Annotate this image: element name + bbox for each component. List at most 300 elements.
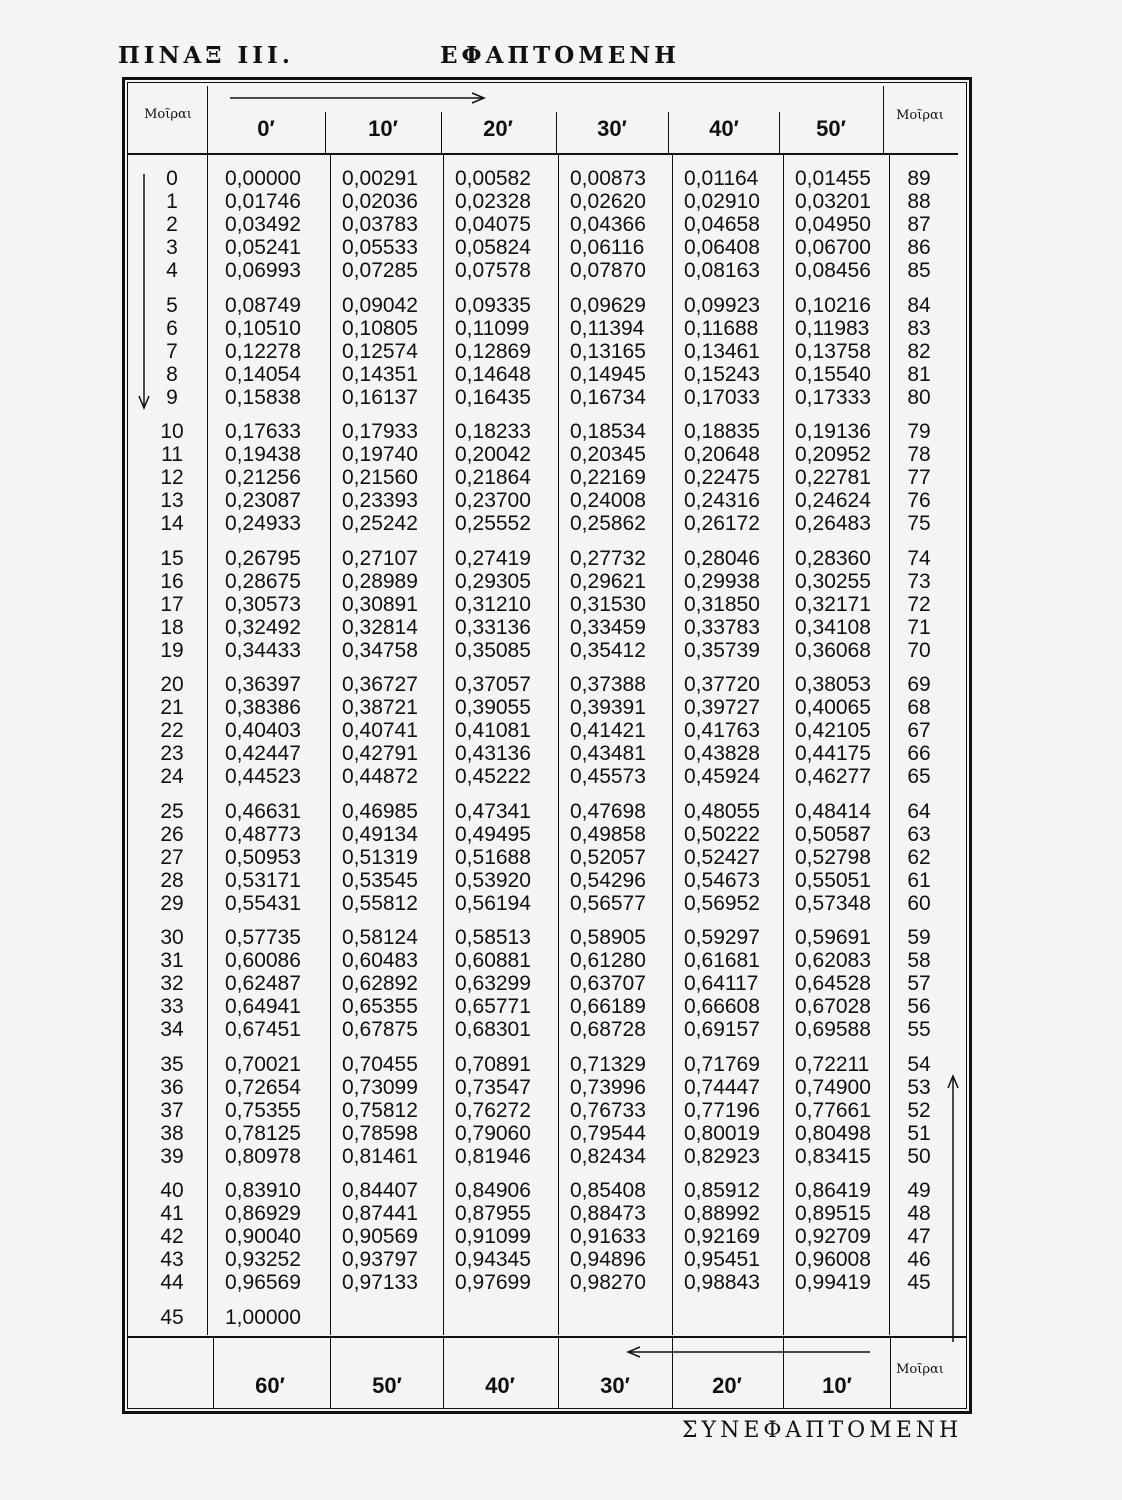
degree-cell: 41 — [160, 1202, 184, 1225]
tangent-value: 0,04366 — [570, 213, 646, 236]
tangent-value: 0,74447 — [684, 1076, 760, 1099]
degree-cell: 27 — [160, 846, 184, 869]
codegree-cell: 87 — [907, 213, 931, 236]
tangent-value: 0,56577 — [570, 892, 646, 915]
degree-cell: 13 — [160, 489, 184, 512]
tangent-value: 0,58905 — [570, 926, 646, 949]
tangent-value: 0,11688 — [684, 317, 759, 340]
codegree-cell: 47 — [907, 1225, 931, 1248]
tangent-value: 0,52057 — [570, 846, 646, 869]
table-label: ΠΙΝΑΞ III. — [118, 42, 294, 69]
arrow-up-icon — [945, 1072, 961, 1344]
tangent-value: 0,72211 — [795, 1053, 870, 1076]
tangent-value: 0,48773 — [225, 823, 301, 846]
footer-column-divider — [558, 1338, 559, 1408]
degree-cell: 35 — [160, 1053, 184, 1076]
codegree-cell: 50 — [907, 1145, 931, 1168]
tangent-value: 0,85912 — [684, 1179, 760, 1202]
tangent-value: 0,87955 — [455, 1202, 531, 1225]
tangent-value: 0,46277 — [795, 765, 871, 788]
codegree-cell: 79 — [907, 420, 931, 443]
tangent-value: 0,80498 — [795, 1122, 871, 1145]
degree-cell: 8 — [166, 363, 178, 386]
tangent-value: 0,37388 — [570, 673, 646, 696]
header-minute-5: 50′ — [816, 116, 846, 141]
degree-cell: 40 — [160, 1179, 184, 1202]
degree-cell: 38 — [160, 1122, 184, 1145]
codegree-cell: 73 — [907, 570, 931, 593]
tangent-value: 0,02910 — [684, 190, 760, 213]
degree-cell: 22 — [160, 719, 184, 742]
codegree-cell: 62 — [907, 846, 931, 869]
footer-minute-0: 60′ — [255, 1373, 285, 1398]
degree-cell: 9 — [166, 386, 178, 409]
tangent-value: 0,90040 — [225, 1225, 301, 1248]
tangent-value: 0,50953 — [225, 846, 301, 869]
tangent-value: 0,94345 — [455, 1248, 531, 1271]
tangent-value: 0,03201 — [795, 190, 871, 213]
footer-minute-2: 40′ — [485, 1373, 515, 1398]
tangent-value: 0,14351 — [342, 363, 418, 386]
tangent-value: 0,13165 — [570, 340, 646, 363]
column-divider — [672, 155, 673, 1335]
tangent-value: 0,47341 — [455, 800, 531, 823]
tangent-value: 0,54673 — [684, 869, 760, 892]
tangent-value: 0,28675 — [225, 570, 301, 593]
tangent-value: 0,07870 — [570, 259, 646, 282]
degrees-label-top-left: Μοῖραι — [144, 107, 192, 122]
tangent-value: 0,78598 — [342, 1122, 418, 1145]
tangent-value: 0,46631 — [225, 800, 301, 823]
footer-column-divider — [213, 1338, 214, 1408]
tangent-value: 0,03783 — [342, 213, 418, 236]
tangent-value: 0,95451 — [684, 1248, 760, 1271]
tangent-value: 1,00000 — [225, 1306, 301, 1329]
tangent-value: 0,67028 — [795, 995, 871, 1018]
tangent-value: 0,24316 — [684, 489, 760, 512]
degree-cell: 24 — [160, 765, 184, 788]
tangent-value: 0,84906 — [455, 1179, 531, 1202]
tangent-value: 0,48055 — [684, 800, 760, 823]
footer-minute-4: 20′ — [712, 1373, 742, 1398]
tangent-value: 0,62892 — [342, 972, 418, 995]
header-column-divider — [668, 112, 669, 153]
tangent-value: 0,19438 — [225, 443, 301, 466]
tangent-value: 0,11983 — [795, 317, 870, 340]
tangent-value: 0,22781 — [795, 466, 871, 489]
tangent-value: 0,83910 — [225, 1179, 301, 1202]
codegree-cell: 58 — [907, 949, 931, 972]
tangent-value: 0,60483 — [342, 949, 418, 972]
tangent-value: 0,55812 — [342, 892, 418, 915]
tangent-value: 0,49858 — [570, 823, 646, 846]
tangent-value: 0,64117 — [684, 972, 759, 995]
footer-column-divider — [672, 1338, 673, 1408]
codegree-cell: 56 — [907, 995, 931, 1018]
tangent-value: 0,89515 — [795, 1202, 871, 1225]
tangent-value: 0,15243 — [684, 363, 760, 386]
tangent-value: 0,72654 — [225, 1076, 301, 1099]
degrees-label-top-right: Μοῖραι — [896, 108, 944, 123]
header-column-divider — [883, 86, 884, 153]
tangent-value: 0,18835 — [684, 420, 760, 443]
tangent-value: 0,36727 — [342, 673, 418, 696]
tangent-value: 0,10510 — [225, 317, 301, 340]
tangent-value: 0,52798 — [795, 846, 871, 869]
degree-cell: 42 — [160, 1225, 184, 1248]
tangent-value: 0,14945 — [570, 363, 646, 386]
tangent-value: 0,43136 — [455, 742, 531, 765]
tangent-value: 0,02036 — [342, 190, 418, 213]
column-divider — [330, 155, 331, 1335]
tangent-value: 0,96569 — [225, 1271, 301, 1294]
tangent-value: 0,81461 — [342, 1145, 418, 1168]
tangent-value: 0,41763 — [684, 719, 760, 742]
tangent-value: 0,40403 — [225, 719, 301, 742]
tangent-value: 0,32171 — [795, 593, 871, 616]
tangent-value: 0,30255 — [795, 570, 871, 593]
tangent-value: 0,28989 — [342, 570, 418, 593]
column-divider — [443, 155, 444, 1335]
codegree-cell: 89 — [907, 167, 931, 190]
tangent-value: 0,61280 — [570, 949, 646, 972]
tangent-value: 0,63707 — [570, 972, 646, 995]
codegree-cell: 83 — [907, 317, 931, 340]
tangent-value: 0,63299 — [455, 972, 531, 995]
header-divider — [128, 153, 958, 155]
tangent-value: 0,82923 — [684, 1145, 760, 1168]
tangent-value: 0,61681 — [684, 949, 760, 972]
column-divider — [783, 155, 784, 1335]
tangent-value: 0,37720 — [684, 673, 760, 696]
tangent-value: 0,07285 — [342, 259, 418, 282]
tangent-value: 0,19740 — [342, 443, 418, 466]
tangent-value: 0,14648 — [455, 363, 531, 386]
tangent-value: 0,76733 — [570, 1099, 646, 1122]
tangent-value: 0,04075 — [455, 213, 531, 236]
column-divider — [558, 155, 559, 1335]
tangent-value: 0,05533 — [342, 236, 418, 259]
codegree-cell: 52 — [907, 1099, 931, 1122]
tangent-value: 0,09042 — [342, 294, 418, 317]
tangent-value: 0,73996 — [570, 1076, 646, 1099]
tangent-value: 0,23087 — [225, 489, 301, 512]
tangent-value: 0,82434 — [570, 1145, 646, 1168]
degree-cell: 17 — [160, 593, 184, 616]
tangent-value: 0,71769 — [684, 1053, 760, 1076]
tangent-value: 0,00000 — [225, 167, 301, 190]
column-divider — [889, 155, 890, 1335]
degree-cell: 21 — [160, 696, 184, 719]
tangent-value: 0,20345 — [570, 443, 646, 466]
tangent-value: 0,62487 — [225, 972, 301, 995]
codegree-cell: 81 — [907, 363, 931, 386]
tangent-value: 0,33459 — [570, 616, 646, 639]
codegree-cell: 68 — [907, 696, 931, 719]
tangent-value: 0,73099 — [342, 1076, 418, 1099]
degree-cell: 11 — [161, 443, 183, 466]
tangent-value: 0,04658 — [684, 213, 760, 236]
tangent-value: 0,19136 — [795, 420, 871, 443]
tangent-value: 0,44175 — [795, 742, 871, 765]
tangent-value: 0,32492 — [225, 616, 301, 639]
tangent-value: 0,79544 — [570, 1122, 646, 1145]
tangent-value: 0,50587 — [795, 823, 871, 846]
tangent-value: 0,17933 — [342, 420, 418, 443]
page-title: ΕΦΑΠΤΟΜΕΝΗ — [440, 42, 681, 69]
codegree-cell: 55 — [907, 1018, 931, 1041]
tangent-value: 0,18233 — [455, 420, 531, 443]
codegree-cell: 49 — [907, 1179, 931, 1202]
tangent-value: 0,35412 — [570, 639, 646, 662]
footer-minute-3: 30′ — [600, 1373, 630, 1398]
degree-cell: 23 — [160, 742, 184, 765]
degree-cell: 29 — [160, 892, 184, 915]
tangent-value: 0,42447 — [225, 742, 301, 765]
footer-column-divider — [330, 1338, 331, 1408]
tangent-value: 0,00582 — [455, 167, 531, 190]
degree-cell: 18 — [160, 616, 184, 639]
tangent-value: 0,34433 — [225, 639, 301, 662]
tangent-value: 0,58124 — [342, 926, 418, 949]
codegree-cell: 61 — [907, 869, 931, 892]
tangent-value: 0,62083 — [795, 949, 871, 972]
degree-cell: 31 — [160, 949, 184, 972]
degree-cell: 25 — [160, 800, 184, 823]
header-minute-3: 30′ — [597, 116, 627, 141]
tangent-value: 0,22169 — [570, 466, 646, 489]
degree-cell: 3 — [166, 236, 178, 259]
tangent-value: 0,85408 — [570, 1179, 646, 1202]
tangent-value: 0,20042 — [455, 443, 531, 466]
tangent-value: 0,03492 — [225, 213, 301, 236]
tangent-value: 0,17633 — [225, 420, 301, 443]
tangent-value: 0,41081 — [455, 719, 531, 742]
degree-cell: 44 — [160, 1271, 184, 1294]
codegree-cell: 51 — [907, 1122, 931, 1145]
tangent-value: 0,11394 — [570, 317, 645, 340]
tangent-value: 0,67875 — [342, 1018, 418, 1041]
codegree-cell: 78 — [907, 443, 931, 466]
tangent-value: 0,15838 — [225, 386, 301, 409]
codegree-cell: 59 — [907, 926, 931, 949]
tangent-value: 0,09629 — [570, 294, 646, 317]
header-column-divider — [779, 112, 780, 153]
degree-cell: 30 — [160, 926, 184, 949]
tangent-value: 0,76272 — [455, 1099, 531, 1122]
tangent-value: 0,55051 — [795, 869, 871, 892]
tangent-value: 0,38721 — [342, 696, 418, 719]
codegree-cell: 64 — [907, 800, 931, 823]
tangent-value: 0,43828 — [684, 742, 760, 765]
tangent-value: 0,39727 — [684, 696, 760, 719]
tangent-value: 0,26795 — [225, 547, 301, 570]
codegree-cell: 45 — [907, 1271, 931, 1294]
tangent-value: 0,17033 — [684, 386, 760, 409]
tangent-value: 0,53920 — [455, 869, 531, 892]
tangent-value: 0,24008 — [570, 489, 646, 512]
tangent-value: 0,16734 — [570, 386, 646, 409]
header-minute-2: 20′ — [483, 116, 513, 141]
degree-cell: 39 — [160, 1145, 184, 1168]
degree-cell: 4 — [166, 259, 178, 282]
codegree-cell: 88 — [907, 190, 931, 213]
tangent-value: 0,74900 — [795, 1076, 871, 1099]
tangent-value: 0,02620 — [570, 190, 646, 213]
tangent-value: 0,54296 — [570, 869, 646, 892]
tangent-value: 0,16137 — [342, 386, 418, 409]
codegree-cell: 54 — [907, 1053, 931, 1076]
tangent-value: 0,31850 — [684, 593, 760, 616]
tangent-value: 0,90569 — [342, 1225, 418, 1248]
tangent-value: 0,97133 — [342, 1271, 418, 1294]
tangent-value: 0,29938 — [684, 570, 760, 593]
tangent-value: 0,40065 — [795, 696, 871, 719]
tangent-value: 0,57348 — [795, 892, 871, 915]
tangent-value: 0,04950 — [795, 213, 871, 236]
tangent-value: 0,91099 — [455, 1225, 531, 1248]
degree-cell: 10 — [160, 420, 184, 443]
codegree-cell: 46 — [907, 1248, 931, 1271]
tangent-value: 0,08456 — [795, 259, 871, 282]
header-minute-1: 10′ — [368, 116, 398, 141]
degree-cell: 32 — [160, 972, 184, 995]
tangent-value: 0,34108 — [795, 616, 871, 639]
tangent-value: 0,17333 — [795, 386, 871, 409]
degree-cell: 36 — [160, 1076, 184, 1099]
tangent-value: 0,30891 — [342, 593, 418, 616]
arrow-right-icon — [228, 90, 490, 106]
arrow-down-icon — [136, 172, 152, 412]
tangent-value: 0,15540 — [795, 363, 871, 386]
tangent-value: 0,35085 — [455, 639, 531, 662]
header-column-divider — [325, 112, 326, 153]
tangent-value: 0,92169 — [684, 1225, 760, 1248]
footer-divider — [128, 1336, 966, 1338]
footer-column-divider — [783, 1338, 784, 1408]
codegree-cell: 76 — [907, 489, 931, 512]
degree-cell: 7 — [166, 340, 178, 363]
tangent-value: 0,49134 — [342, 823, 418, 846]
tangent-value: 0,31530 — [570, 593, 646, 616]
tangent-value: 0,41421 — [570, 719, 646, 742]
degree-cell: 26 — [160, 823, 184, 846]
tangent-value: 0,71329 — [570, 1053, 646, 1076]
header-column-divider — [556, 112, 557, 153]
tangent-value: 0,33136 — [455, 616, 531, 639]
tangent-value: 0,44872 — [342, 765, 418, 788]
tangent-value: 0,38053 — [795, 673, 871, 696]
tangent-value: 0,06700 — [795, 236, 871, 259]
tangent-value: 0,51688 — [455, 846, 531, 869]
tangent-value: 0,07578 — [455, 259, 531, 282]
codegree-cell: 85 — [907, 259, 931, 282]
tangent-value: 0,13758 — [795, 340, 871, 363]
tangent-value: 0,28360 — [795, 547, 871, 570]
tangent-value: 0,65355 — [342, 995, 418, 1018]
tangent-value: 0,31210 — [455, 593, 531, 616]
tangent-value: 0,05824 — [455, 236, 531, 259]
tangent-value: 0,38386 — [225, 696, 301, 719]
tangent-value: 0,67451 — [225, 1018, 301, 1041]
tangent-value: 0,23700 — [455, 489, 531, 512]
footer-minute-5: 10′ — [822, 1373, 852, 1398]
header-minute-4: 40′ — [709, 116, 739, 141]
codegree-cell: 69 — [907, 673, 931, 696]
tangent-value: 0,21256 — [225, 466, 301, 489]
header-column-divider — [441, 112, 442, 153]
tangent-value: 0,27419 — [455, 547, 531, 570]
footer-column-divider — [890, 1338, 891, 1408]
tangent-value: 0,93797 — [342, 1248, 418, 1271]
header-column-divider — [207, 86, 208, 153]
tangent-value: 0,36068 — [795, 639, 871, 662]
tangent-value: 0,01164 — [684, 167, 759, 190]
footer-minute-1: 50′ — [372, 1373, 402, 1398]
codegree-cell: 63 — [907, 823, 931, 846]
tangent-value: 0,60086 — [225, 949, 301, 972]
tangent-value: 0,45924 — [684, 765, 760, 788]
tangent-value: 0,11099 — [455, 317, 530, 340]
codegree-cell: 66 — [907, 742, 931, 765]
tangent-value: 0,33783 — [684, 616, 760, 639]
codegree-cell: 84 — [907, 294, 931, 317]
tangent-value: 0,55431 — [225, 892, 301, 915]
degrees-label-bottom-right: Μοῖραι — [896, 1362, 944, 1377]
tangent-value: 0,84407 — [342, 1179, 418, 1202]
tangent-value: 0,64528 — [795, 972, 871, 995]
degree-cell: 2 — [166, 213, 178, 236]
tangent-value: 0,29305 — [455, 570, 531, 593]
tangent-value: 0,92709 — [795, 1225, 871, 1248]
tangent-value: 0,59691 — [795, 926, 871, 949]
degree-cell: 19 — [160, 639, 184, 662]
tangent-value: 0,01746 — [225, 190, 301, 213]
tangent-value: 0,08749 — [225, 294, 301, 317]
degree-cell: 34 — [160, 1018, 184, 1041]
tangent-value: 0,02328 — [455, 190, 531, 213]
tangent-value: 0,34758 — [342, 639, 418, 662]
tangent-value: 0,06408 — [684, 236, 760, 259]
tangent-value: 0,30573 — [225, 593, 301, 616]
codegree-cell: 80 — [907, 386, 931, 409]
codegree-cell: 65 — [907, 765, 931, 788]
footer-column-divider — [443, 1338, 444, 1408]
tangent-value: 0,73547 — [455, 1076, 531, 1099]
tangent-value: 0,09923 — [684, 294, 760, 317]
tangent-value: 0,83415 — [795, 1145, 871, 1168]
tangent-value: 0,26483 — [795, 512, 871, 535]
degree-cell: 15 — [160, 547, 184, 570]
tangent-value: 0,14054 — [225, 363, 301, 386]
tangent-value: 0,08163 — [684, 259, 760, 282]
tangent-value: 0,65771 — [455, 995, 531, 1018]
tangent-value: 0,98843 — [684, 1271, 760, 1294]
tangent-value: 0,00291 — [342, 167, 418, 190]
tangent-value: 0,94896 — [570, 1248, 646, 1271]
tangent-value: 0,70891 — [455, 1053, 531, 1076]
codegree-cell: 71 — [907, 616, 931, 639]
tangent-value: 0,20952 — [795, 443, 871, 466]
degree-cell: 33 — [160, 995, 184, 1018]
degree-cell: 0 — [166, 167, 178, 190]
tangent-value: 0,51319 — [342, 846, 418, 869]
degree-cell: 45 — [160, 1306, 184, 1329]
tangent-value: 0,99419 — [795, 1271, 871, 1294]
tangent-value: 0,06116 — [570, 236, 645, 259]
tangent-value: 0,66608 — [684, 995, 760, 1018]
tangent-value: 0,27732 — [570, 547, 646, 570]
